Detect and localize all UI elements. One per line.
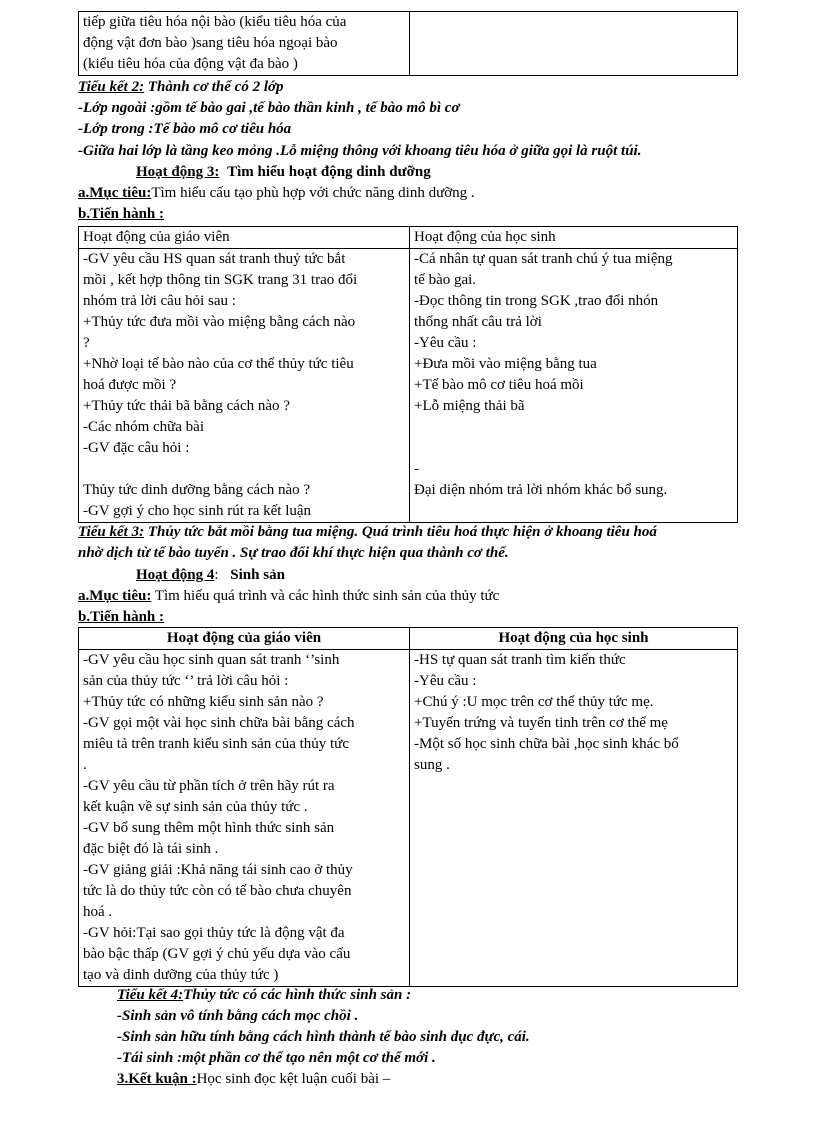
hd4-table	[78, 627, 738, 987]
cell-text-line: nhóm trả lời câu hỏi sau :	[83, 293, 236, 309]
cell-text-line: -GV yêu cầu từ phần tích ở trên hãy rút ra	[83, 778, 335, 794]
cell-text-line: +Tuyến trứng và tuyến tinh trên cơ thể mẹ	[414, 715, 668, 731]
cell-text-line: tạo và dinh dưỡng của thủy tức )	[83, 967, 279, 983]
hd3-title: Tìm hiểu hoạt động dinh dưỡng	[227, 164, 431, 180]
tieu-ket-2-heading-line	[78, 77, 284, 98]
hd3-muc-tieu-text: Tìm hiểu cấu tạo phù hợp với chức năng dinh dưỡng .	[151, 185, 475, 201]
hd4-header-left	[79, 628, 410, 650]
top-table-right-cell	[410, 12, 738, 76]
tieu-ket-3-text: Thủy tức bắt mồi bằng tua miệng. Quá trình tiêu hoá thực hiện ở khoang tiêu hoá	[147, 524, 657, 540]
cell-text-line: đặc biệt đó là tái sinh .	[83, 841, 219, 857]
tieu-ket-3-line-1	[78, 522, 657, 543]
hd3-label: Hoạt động 3:	[136, 164, 220, 180]
tieu-ket-2-line: -Giữa hai lớp là tầng keo mỏng .Lỗ miệng thông với khoang tiêu hóa ở giữa gọi là ruột túi.	[78, 143, 642, 159]
top-table	[78, 11, 738, 76]
tieu-ket-3-line-2: nhờ dịch từ tế bào tuyến . Sự trao đổi khí thực hiện qua thành cơ thể.	[78, 545, 509, 561]
hd3-teacher-cell	[79, 249, 410, 523]
cell-text-line: -Các nhóm chữa bài	[83, 419, 205, 435]
cell-text-line: -GV yêu cầu HS quan sát tranh thuỷ tức bắt	[83, 251, 346, 267]
cell-text-line: sản của thủy tức ‘’ trả lời câu hỏi :	[83, 673, 289, 689]
hd3-tien-hanh: b.Tiến hành :	[78, 206, 165, 222]
cell-text-line: -GV gọi một vài học sinh chữa bài bằng cách	[83, 715, 355, 731]
tieu-ket-2-label: Tiểu kết 2:	[78, 79, 145, 95]
cell-text-line: +Thủy tức có những kiểu sinh sản nào ?	[83, 694, 324, 710]
hd3-heading-line	[136, 162, 431, 183]
hd4-heading-line	[136, 565, 285, 586]
cell-text-line: tiếp giữa tiêu hóa nội bào (kiểu tiêu hóa của	[83, 14, 347, 30]
hd3-table	[78, 226, 738, 523]
hd4-header-right	[410, 628, 738, 650]
hd3-muc-tieu-label: a.Mục tiêu:	[78, 185, 152, 201]
tieu-ket-4-label: Tiểu kết 4:	[117, 987, 184, 1003]
cell-text-line: Đại diện nhóm trả lời nhóm khác bổ sung.	[414, 482, 668, 498]
cell-text-line: -Cá nhân tự quan sát tranh chú ý tua miệng	[414, 251, 673, 267]
tieu-ket-2-line: -Lớp trong :Tế bào mô cơ tiêu hóa	[78, 121, 292, 137]
cell-text-line: động vật đơn bào )sang tiêu hóa ngoại bào	[83, 35, 338, 51]
cell-text-line: -HS tự quan sát tranh tìm kiến thức	[414, 652, 626, 668]
cell-text-line: Thủy tức dinh dưỡng bằng cách nào ?	[83, 482, 311, 498]
hd3-student-cell	[410, 249, 738, 523]
hd4-muc-tieu-label: a.Mục tiêu:	[78, 588, 152, 604]
cell-text-line: -Yêu cầu :	[414, 335, 477, 351]
cell-text-line: +Chú ý :U mọc trên cơ thể thủy tức mẹ.	[414, 694, 654, 710]
tieu-ket-2-title: Thành cơ thể có 2 lớp	[147, 79, 284, 95]
cell-text-line: +Tế bào mô cơ tiêu hoá mồi	[414, 377, 584, 393]
hd4-teacher-cell	[79, 650, 410, 987]
cell-text-line: +Đưa mồi vào miệng bằng tua	[414, 356, 597, 372]
hd3-header-right	[410, 227, 738, 249]
ket-luan-text: Học sinh đọc kệt luận cuối bài –	[196, 1071, 391, 1087]
hd4-muc-tieu-text: Tìm hiểu quá trình và các hình thức sinh sản của thủy tức	[154, 588, 500, 604]
tieu-ket-4-line: -Tái sinh :một phần cơ thể tạo nên một cơ thể mới .	[117, 1050, 436, 1066]
cell-text-line	[83, 459, 405, 480]
cell-text-line: -GV hỏi:Tại sao gọi thủy tức là động vật đa	[83, 925, 345, 941]
hd3-header-left-text: Hoạt động của giáo viên	[83, 229, 230, 245]
cell-text-line: kết kuận về sự sinh sản của thủy tức .	[83, 799, 308, 815]
cell-text-line: -	[414, 461, 419, 477]
cell-text-line: +Thủy tức thải bã bằng cách nào ?	[83, 398, 290, 414]
cell-text-line: -Đọc thông tin trong SGK ,trao đổi nhón	[414, 293, 659, 309]
cell-text-line: +Thủy tức đưa mồi vào miệng bằng cách nào	[83, 314, 356, 330]
top-table-left-cell	[79, 12, 410, 76]
hd4-header-right-text: Hoạt động của học sinh	[498, 630, 649, 646]
cell-text-line: miêu tả trên tranh kiểu sinh sản của thủy tức	[83, 736, 349, 752]
cell-text-line: -GV giảng giải :Khả năng tái sinh cao ở thủy	[83, 862, 353, 878]
cell-text-line: bào bậc thấp (GV gợi ý chủ yếu dựa vào cấu	[83, 946, 351, 962]
cell-text-line: tế bào gai.	[414, 272, 477, 288]
hd4-title: Sinh sản	[230, 567, 285, 583]
cell-text-line: -GV gợi ý cho học sinh rút ra kết luận	[83, 503, 312, 519]
hd4-label: Hoạt động 4	[136, 567, 215, 583]
cell-text-line: tức là do thủy tức còn có tế bào chưa chuyên	[83, 883, 352, 899]
cell-text-line: (kiểu tiêu hóa của động vật đa bào )	[83, 56, 298, 72]
hd3-header-left	[79, 227, 410, 249]
cell-text-line: mồi , kết hợp thông tin SGK trang 31 trao đổi	[83, 272, 358, 288]
cell-text-line	[414, 438, 733, 459]
tieu-ket-2-line: -Lớp ngoài :gồm tế bào gai ,tế bào thần kinh , tế bào mô bì cơ	[78, 100, 460, 116]
tieu-ket-4-title: Thủy tức có các hình thức sinh sản :	[183, 987, 412, 1003]
cell-text-line: -Một số học sinh chữa bài ,học sinh khác bổ	[414, 736, 679, 752]
ket-luan-label: 3.Kết kuận :	[117, 1071, 197, 1087]
cell-text-line: +Nhờ loại tế bào nào của cơ thể thủy tức tiêu	[83, 356, 354, 372]
hd3-muc-tieu-line	[78, 183, 475, 204]
cell-text-line: -GV bổ sung thêm một hình thức sinh sản	[83, 820, 335, 836]
tieu-ket-3-label: Tiểu kết 3:	[78, 524, 145, 540]
hd4-header-left-text: Hoạt động của giáo viên	[166, 630, 322, 646]
cell-text-line: hoá được mồi ?	[83, 377, 177, 393]
cell-text-line: .	[83, 757, 87, 773]
ket-luan-line	[117, 1069, 390, 1090]
cell-text-line: -GV đặc câu hỏi :	[83, 440, 190, 456]
hd4-student-cell	[410, 650, 738, 987]
hd3-header-right-text: Hoạt động của học sinh	[414, 229, 556, 245]
cell-text-line: -Yêu cầu :	[414, 673, 477, 689]
tieu-ket-4-heading-line	[117, 985, 411, 1006]
cell-text-line: hoá .	[83, 904, 113, 920]
cell-text-line: -GV yêu cầu học sinh quan sát tranh ‘’sinh	[83, 652, 340, 668]
cell-text-line: thống nhất câu trả lời	[414, 314, 542, 330]
hd4-muc-tieu-line	[78, 586, 499, 607]
hd4-tien-hanh: b.Tiến hành :	[78, 609, 165, 625]
tieu-ket-4-line: -Sinh sản vô tính bằng cách mọc chồi .	[117, 1008, 359, 1024]
cell-text-line: +Lỗ miệng thải bã	[414, 398, 525, 414]
cell-text-line: sung .	[414, 757, 450, 773]
cell-text-line: ?	[83, 335, 90, 351]
cell-text-line	[414, 417, 733, 438]
hd4-colon: :	[214, 567, 219, 583]
tieu-ket-4-line: -Sinh sản hữu tính bằng cách hình thành tế bào sinh dục đực, cái.	[117, 1029, 530, 1045]
